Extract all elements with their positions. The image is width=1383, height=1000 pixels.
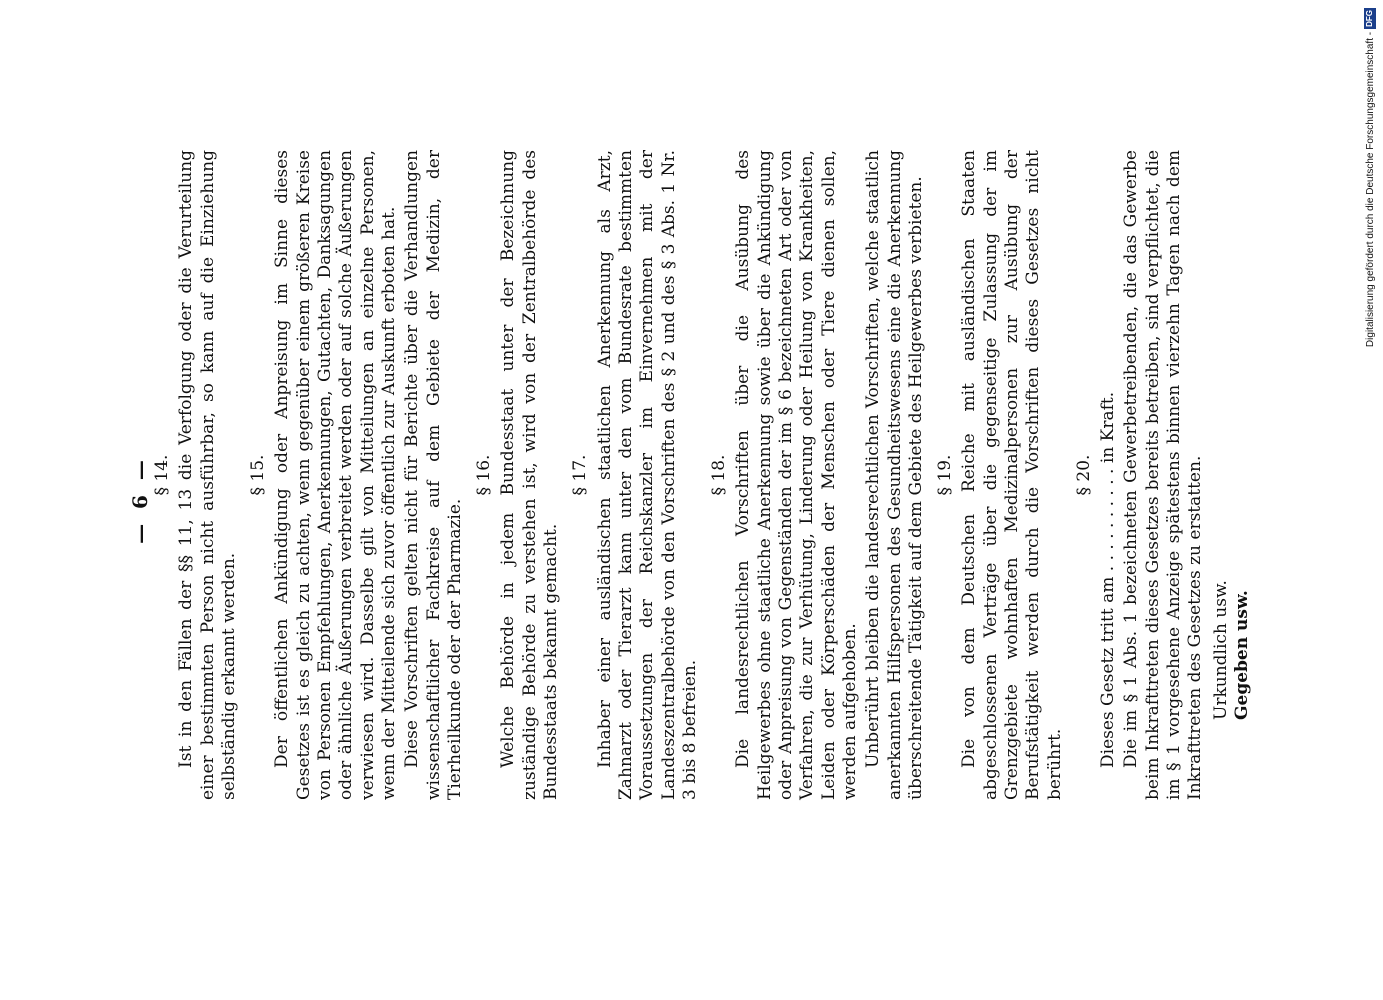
section-title: § 16. xyxy=(474,454,495,496)
section-19 xyxy=(935,150,1066,800)
section-title: § 15. xyxy=(248,454,269,496)
section-14 xyxy=(152,150,240,800)
paragraph: Ist in den Fällen der §§ 11, 13 die Verfolgung oder die Verurteilung einer bestimmten Person nicht ausführbar, so kann auf die Einziehung selbständig erkannt werden. xyxy=(176,150,239,800)
section-title: § 19. xyxy=(935,454,956,496)
digitization-credit: Digitalisierung gefördert durch die Deutsche Forschungsgemeinschaft - xyxy=(1364,31,1376,348)
closing-line: Urkundlich usw. xyxy=(1210,580,1231,720)
paragraph: Der öffentlichen Ankündigung oder Anpreisung im Sinne dieses Gesetzes ist es gleich zu achten, wenn gegenüber einem größeren Kreise von Personen Empfehlungen, Anerkennungen, Gutachten, Danksagungen oder ähnliche Äußerungen verbreitet werden oder auf solche Äußerungen verwiesen wird. Dasselbe gilt von Mitteilungen an einzelne Personen, wenn der Mitteilende sich zuvor öffentlich zur Auskunft erboten hat. xyxy=(272,150,399,800)
section-17 xyxy=(570,150,701,800)
section-16 xyxy=(474,150,562,800)
section-title: § 18. xyxy=(709,454,730,496)
paragraph: Die landesrechtlichen Vorschriften über die Ausübung des Heilgewerbes ohne staatliche Anerkennung sowie über die Ankündigung oder Anpreisung von Gegenständen der im § 6 bezeichneten Art oder von Verfahren, die zur Verhütung, Linderung oder Heilung von Krankheiten, Leiden oder Körperschäden der Menschen oder Tiere dienen sollen, werden aufgehoben. xyxy=(733,150,860,800)
section-15 xyxy=(248,150,466,800)
section-title: § 20. xyxy=(1073,454,1094,496)
paragraph: Welche Behörde in jedem Bundesstaat unter der Bezeichnung zuständige Behörde zu verstehen ist, wird von der Zentralbehörde des Bundesstaats bekannt gemacht. xyxy=(498,150,562,800)
paragraph: Inhaber einer ausländischen staatlichen Anerkennung als Arzt, Zahnarzt oder Tierarzt kann unter den vom Bundesrate bestimmten Voraussetzungen der Reichskanzler im Einvernehmen mit der Landeszentralbehörde von den Vorschriften des § 2 und des § 3 Abs. 1 Nr. 3 bis 8 befreien. xyxy=(594,150,700,800)
page-number: — 6 — xyxy=(128,456,152,544)
paragraph: Unberührt bleiben die landesrechtlichen Vorschriften, welche staatlich anerkannten Hilfspersonen des Gesundheitswesens eine die Anerkennung überschreitende Tätigkeit auf dem Gebiete des Heilgewerbes verbieten. xyxy=(863,150,926,800)
section-title: § 14. xyxy=(152,454,172,496)
section-18 xyxy=(709,150,927,800)
dfg-logo: DFG xyxy=(1365,10,1374,27)
closing-line-signature: Gegeben usw. xyxy=(1231,590,1252,720)
paragraph: Dieses Gesetz tritt am . . . . . . . . . . in Kraft. xyxy=(1098,391,1119,768)
section-title: § 17. xyxy=(570,454,591,496)
section-20 xyxy=(1074,150,1207,800)
document-body xyxy=(150,150,1253,800)
paragraph: Die von dem Deutschen Reiche mit ausländischen Staaten abgeschlossenen Verträge über die gegenseitige Zulassung der im Grenzgebiete wohnhaften Medizinalpersonen zur Ausübung der Berufstätigkeit werden durch die Vorschriften dieses Gesetzes nicht berührt. xyxy=(959,150,1065,800)
paragraph: Die im § 1 Abs. 1 bezeichneten Gewerbetreibenden, die das Gewerbe beim Inkrafttreten dieses Gesetzes bereits betreiben, sind verpflichtet, die im § 1 vorgesehene Anzeige spätestens binnen vierzehn Tagen nach dem Inkrafttreten des Gesetzes zu erstatten. xyxy=(1121,150,1206,800)
paragraph: Diese Vorschriften gelten nicht für Berichte über die Verhandlungen wissenschaftlicher Fachkreise auf dem Gebiete der Medizin, der Tierheilkunde oder der Pharmazie. xyxy=(402,150,465,800)
digitization-note xyxy=(1358,8,1382,408)
